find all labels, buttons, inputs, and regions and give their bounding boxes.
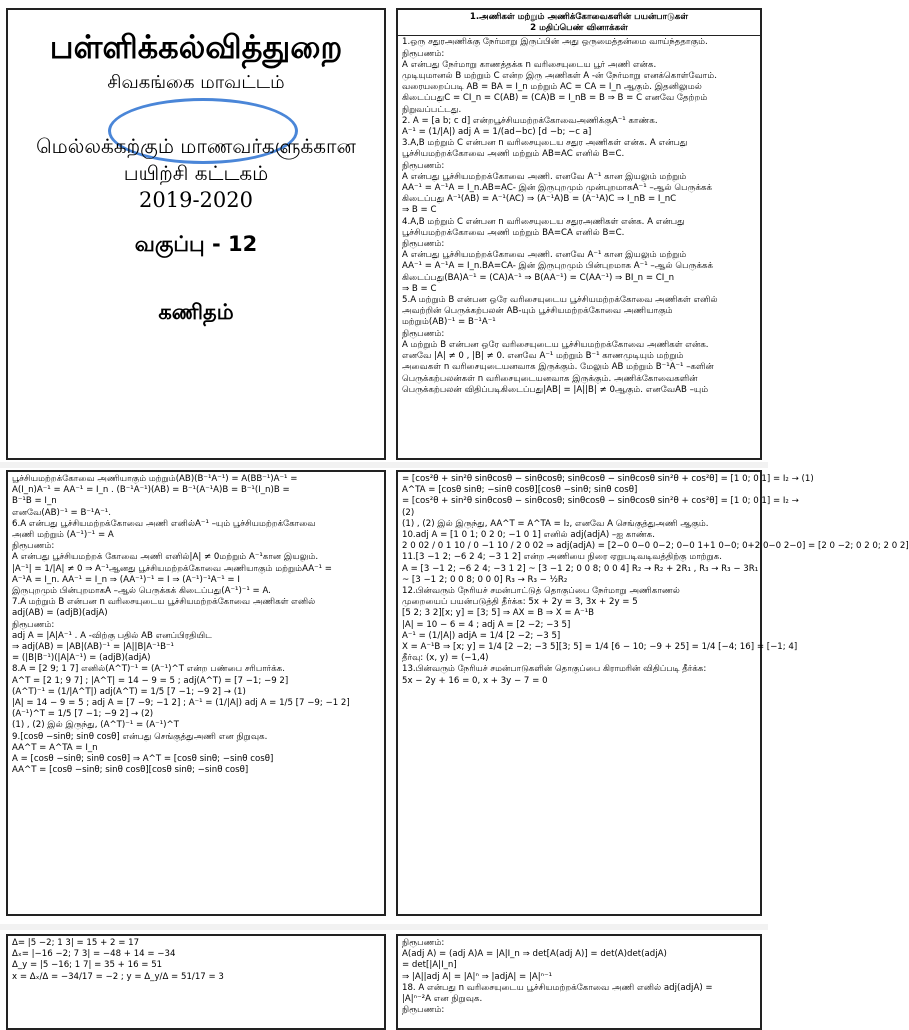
text-line: 5.A மற்றும் B என்பன ஒரே வரிசையுடைய பூச்சியமற்றக்கோவை அணிகள் எனில்: [402, 295, 718, 306]
questions-panel-p2-right: [396, 470, 909, 916]
district-name: சிவகங்கை மாவட்டம்: [107, 72, 285, 93]
text-line: A(I_n)A⁻¹ = AA⁻¹ = I_n . (B⁻¹A⁻¹)(AB) = B⁻¹(A⁻¹A)B = B⁻¹(I_n)B =: [12, 485, 290, 496]
text-line: A⁻¹ = (1/|A|) adj A = 1/(ad−bc) [d −b; −c a]: [402, 127, 592, 138]
text-line: [5 2; 3 2][x; y] = [3; 5] ⇒ AX = B ⇒ X = A⁻¹B: [402, 608, 595, 619]
text-line: A என்பது நேர்மாறு காணத்தக்க n வரிசையுடைய பூர் அணி என்க.: [402, 59, 657, 70]
text-line: 11.[3 −1 2; −6 2 4; −3 1 2] என்ற அணியை நிரை ஏறுபடிவடிவத்திற்கு மாற்றுக.: [402, 552, 723, 563]
text-line: பூச்சியமற்றக்கோவை அணியாகும் மற்றும்(AB)(B⁻¹A⁻¹) = A(BB⁻¹)A⁻¹ =: [12, 474, 298, 484]
divider: [398, 35, 760, 36]
text-line: |A|ⁿ⁻²A என நிறுவுக.: [402, 994, 483, 1005]
text-line: = (|B|B⁻¹)(|A|A⁻¹) = (adjB)(adjA): [12, 653, 151, 664]
text-line: AA⁻¹ = A⁻¹A = I_n.BA=CA- இன் இருபுறமும் பின்புறமாக A⁻¹ –ஆல் பெருக்கக்: [402, 261, 713, 272]
text-line: AA⁻¹ = A⁻¹A = I_n.AB=AC- இன் இருபுறமும் முன்புறமாகA⁻¹ –ஆல் பெருக்கக்: [402, 183, 712, 194]
text-line: நிரூபணம்:: [12, 619, 55, 630]
academic-year: 2019-2020: [139, 188, 253, 212]
text-line: 4.A,B மற்றும் C என்பன n வரிசையுடைய சதுரஅணிகள் என்க. A என்பது: [402, 216, 685, 227]
page-3: [0, 930, 768, 1024]
text-line: நிரூபணம்:: [402, 328, 445, 339]
text-line: AA^T = A^TA = I_n: [12, 742, 98, 753]
text-line: ⇒ adj(AB) = |AB|(AB)⁻¹ = |A||B|A⁻¹B⁻¹: [12, 642, 174, 653]
text-line: ⇒ |A||adj A| = |A|ⁿ ⇒ |adjA| = |A|ⁿ⁻¹: [402, 971, 553, 982]
text-line: 6.A என்பது பூச்சியமற்றக்கோவை அணி எனில்A⁻¹ –யும் பூச்சியமற்றக்கோவை: [12, 518, 316, 529]
text-line: A மற்றும் B என்பன ஒரே வரிசையுடைய பூச்சியமற்றக்கோவை அணிகள் என்க.: [402, 339, 709, 350]
text-line: |A| = 14 − 9 = 5 ; adj A = [7 −9; −1 2] ; A⁻¹ = (1/|A|) adj A = 1/5 [7 −9; −1 2]: [12, 698, 350, 709]
questions-panel-p2-left: [6, 470, 386, 916]
text-line: நிரூபணம்:: [402, 48, 445, 59]
text-line: 8.A = [2 9; 1 7] எனில்(A^T)⁻¹ = (A⁻¹)^T என்ற பண்பை சரிபார்க்க.: [12, 664, 285, 675]
page-1: [0, 0, 768, 462]
text-line: அவற்றின் பெருக்கற்பலன் AB-யும் பூச்சியமற்றக்கோவை அணியாகும்: [402, 306, 673, 317]
text-line: A என்பது பூச்சியமற்றக் கோவை அணி எனில்|A| ≠ 0மற்றும் A⁻¹கான இயலும்.: [12, 552, 319, 563]
text-line: கிடைப்பது A⁻¹(AB) = A⁻¹(AC) ⇒ (A⁻¹A)B = (A⁻¹A)C ⇒ I_nB = I_nC: [402, 194, 677, 205]
text-line: நிரூபணம்:: [402, 1005, 445, 1016]
text-line: முடியுமானல் B மற்றும் C என்ற இரு அணிகள் A -ன் நேர்மாறு எனக்கொள்வோம்.: [402, 71, 717, 82]
cover-panel: [6, 8, 386, 460]
text-line: ⇒ B = C: [402, 283, 437, 294]
text-line: நிறுவப்பட்டது.: [402, 104, 462, 115]
text-line: A⁻¹ = (1/|A|) adjA = 1/4 [2 −2; −3 5]: [402, 630, 561, 641]
section-heading: 1.அணிகள் மற்றும் அணிக்கோவைகளின் பயன்பாடுகள்: [469, 12, 689, 22]
line-list: [12, 474, 380, 776]
subject-name: கணிதம்: [158, 300, 234, 324]
text-line: Δ= |5 −2; 1 3| = 15 + 2 = 17: [12, 938, 140, 948]
text-line: A⁻¹A = I_n. AA⁻¹ = I_n ⇒ (AA⁻¹)⁻¹ = I ⇒ (A⁻¹)⁻¹A⁻¹ = I: [12, 574, 240, 585]
text-line: A^T = [2 1; 9 7] ; |A^T| = 14 − 9 = 5 ; adj(A^T) = [7 −1; −9 2]: [12, 675, 289, 686]
text-line: 2 0 02 / 0 1 10 / 0 −1 10 / 2 0 02 ⇒ adj(adjA) = [2−0 0−0 0−2; 0−0 1+1 0−0; 0+2 0−0 2−0] = [2 0 −2; 0 2 0; 2 0 2]: [402, 541, 909, 552]
text-line: A = [3 −1 2; −6 2 4; −3 1 2] ~ [3 −1 2; 0 0 8; 0 0 4] R₂ → R₂ + 2R₁ , R₃ → R₃ − 3R₁: [402, 563, 759, 574]
text-line: A^TA = [cosθ sinθ; −sinθ cosθ][cosθ −sinθ; sinθ cosθ]: [402, 485, 638, 496]
text-line: நிரூபணம்:: [402, 938, 445, 948]
text-line: பெருக்கற்பலன்கள் n வரிசையுடையனவாக இருக்கும். அணிக்கோவைகளின்: [402, 373, 698, 384]
line-list: [402, 37, 756, 396]
text-line: A = [cosθ −sinθ; sinθ cosθ] ⇒ A^T = [cosθ sinθ; −sinθ cosθ]: [12, 754, 274, 765]
line-list: [402, 474, 909, 687]
page-2: [0, 468, 909, 920]
text-line: B⁻¹B = I_n: [12, 496, 57, 507]
booklet-title-line2: பயிற்சி கட்டகம்: [123, 161, 269, 185]
section-subheading: 2 மதிப்பெண் வினாக்கள்: [530, 23, 628, 34]
booklet-title-line1: மெல்லக்கற்கும் மாணவர்களுக்கான: [36, 134, 356, 158]
text-line: நிரூபணம்:: [402, 239, 445, 250]
text-line: (2): [402, 507, 415, 518]
text-line: 5x − 2y + 16 = 0, x + 3y − 7 = 0: [402, 675, 548, 686]
text-line: |A⁻¹| = 1/|A| ≠ 0 ⇒ A⁻¹ஆனது பூச்சியமற்றக்கோவை அணியாகும் மற்றும்AA⁻¹ =: [12, 563, 332, 574]
text-line: Δ_y = |5 −16; 1 7| = 35 + 16 = 51: [12, 960, 163, 971]
text-line: முறையைப் பயன்படுத்தி தீர்க்க: 5x + 2y = 3, 3x + 2y = 5: [402, 597, 638, 608]
department-title: பள்ளிக்கல்வித்துறை: [49, 28, 343, 66]
text-line: AA^T = [cosθ −sinθ; sinθ cosθ][cosθ sinθ; −sinθ cosθ]: [12, 765, 249, 776]
text-line: 9.[cosθ −sinθ; sinθ cosθ] என்பது செங்குத்துஅணி என நிறுவுக.: [12, 731, 268, 742]
text-line: |A| = 10 − 6 = 4 ; adj A = [2 −2; −3 5]: [402, 619, 571, 630]
text-line: = det[|A|I_n]: [402, 960, 457, 971]
text-line: A(adj A) = (adj A)A = |A|I_n ⇒ det[A(adj A)] = det(A)det(adjA): [402, 949, 667, 960]
text-line: பெருக்கற்பலன் விதிப்படிகிடைப்பது|AB| = |A||B| ≠ 0ஆகும். எனவேAB –யும்: [402, 384, 709, 395]
text-line: ⇒ B = C: [402, 205, 437, 216]
text-line: ~ [3 −1 2; 0 0 8; 0 0 0] R₃ → R₃ − ½R₂: [402, 574, 568, 585]
line-list: [12, 938, 380, 983]
text-line: (1) , (2) இல் இருந்து, AA^T = A^TA = I₂, எனவே A செங்குத்துஅணி ஆகும்.: [402, 518, 709, 529]
text-line: வரையறைப்படி AB = BA = I_n மற்றும் AC = CA = I_n ஆகும். இதனிலுமல்: [402, 82, 702, 93]
text-line: மற்றும்(AB)⁻¹ = B⁻¹A⁻¹: [402, 317, 496, 328]
text-line: எனவே(AB)⁻¹ = B⁻¹A⁻¹.: [12, 507, 111, 518]
questions-panel-p1: [396, 8, 762, 460]
text-line: 13.பின்வரும் நேரியச் சமன்பாடுகளின் தொகுப்பை கிராமரின் விதிப்படி தீர்க்க:: [402, 664, 707, 675]
text-line: (A^T)⁻¹ = (1/|A^T|) adj(A^T) = 1/5 [7 −1; −9 2] → (1): [12, 686, 246, 697]
text-line: நிரூபணம்:: [402, 160, 445, 171]
text-line: எனவே |A| ≠ 0 , |B| ≠ 0. எனவே A⁻¹ மற்றும் B⁻¹ காணமுடியும் மற்றும்: [402, 351, 684, 362]
text-line: 12.பின்வரும் நேரியச் சமன்பாட்டுத் தொகுப்பை நேர்மாறு அணிகாணல்: [402, 586, 680, 597]
text-line: Δₓ= |−16 −2; 7 3| = −48 + 14 = −34: [12, 949, 176, 960]
text-line: கிடைப்பதுC = CI_n = C(AB) = (CA)B = I_nB = B ⇒ B = C எனவே தேற்றம்: [402, 93, 708, 104]
text-line: 1.ஒரு சதுரஅணிக்கு நேர்மாறு இருப்பின் அது ஒருமைத்தன்மை வாய்ந்ததாகும்.: [402, 37, 708, 48]
text-line: = [cos²θ + sin²θ sinθcosθ − sinθcosθ; sinθcosθ − sinθcosθ sin²θ + cos²θ] = [1 0; 0 1] = I₂ → (1): [402, 474, 814, 484]
text-line: அணி மற்றும் (A⁻¹)⁻¹ = A: [12, 530, 114, 541]
text-line: 18. A என்பது n வரிசையுடைய பூச்சியமற்றக்கோவை அணி எனில் adj(adjA) =: [402, 982, 713, 993]
line-list: [402, 938, 756, 1016]
text-line: கிடைப்பது(BA)A⁻¹ = (CA)A⁻¹ ⇒ B(AA⁻¹) = C(AA⁻¹) ⇒ BI_n = CI_n: [402, 272, 675, 283]
text-line: A என்பது பூச்சியமற்றக்கோவை அணி. எனவே A⁻¹ கான இயலும் மற்றும்: [402, 250, 687, 261]
text-line: நிரூபணம்:: [12, 541, 55, 552]
text-line: பூச்சியமற்றக்கோவை அணி மற்றும் BA=CA எனில் B=C.: [402, 227, 625, 238]
text-line: adj(AB) = (adjB)(adjA): [12, 608, 108, 619]
text-line: இருபுறமும் பின்புறமாகA –ஆல் பெருக்கக் கிடைப்பது(A⁻¹)⁻¹ = A.: [12, 586, 271, 597]
text-line: தீர்வு: (x, y) = (−1,4): [402, 653, 489, 664]
text-line: x = Δₓ/Δ = −34/17 = −2 ; y = Δ_y/Δ = 51/17 = 3: [12, 971, 224, 982]
text-line: 7.A மற்றும் B என்பன n வரிசையுடைய பூச்சியமற்றக்கோவை அணிகள் எனில்: [12, 597, 316, 608]
class-label: வகுப்பு - 12: [134, 232, 258, 256]
text-line: பூச்சியமற்றக்கோவை அணி மற்றும் AB=AC எனில் B=C.: [402, 149, 625, 160]
text-line: (A⁻¹)^T = 1/5 [7 −1; −9 2] → (2): [12, 709, 154, 720]
text-line: 10.adj A = [1 0 1; 0 2 0; −1 0 1] எனில் adj(adjA) –ஐ காண்க.: [402, 530, 656, 541]
text-line: = [cos²θ + sin²θ sinθcosθ − sinθcosθ; sinθcosθ − sinθcosθ sin²θ + cos²θ] = [1 0; 0 1] = I₂ →: [402, 496, 799, 507]
questions-panel-p3-right: [396, 934, 762, 1030]
text-line: A என்பது பூச்சியமற்றக்கோவை அணி. எனவே A⁻¹ கான இயலும் மற்றும்: [402, 171, 687, 182]
text-line: (1) , (2) இல் இருந்து, (A^T)⁻¹ = (A⁻¹)^T: [12, 720, 179, 731]
text-line: X = A⁻¹B ⇒ [x; y] = 1/4 [2 −2; −3 5][3; 5] = 1/4 [6 − 10; −9 + 25] = 1/4 [−4; 16] = [−1; 4]: [402, 642, 798, 653]
text-line: அவைகள் n வரிசையுடையனவாக இருக்கும். மேலும் AB மற்றும் B⁻¹A⁻¹ –களின்: [402, 362, 714, 373]
text-line: 2. A = [a b; c d] என்றபூச்சியமற்றக்கோவைஅணிக்குA⁻¹ காண்க.: [402, 115, 658, 126]
text-line: adj A = |A|A⁻¹ . A -விற்கு பதில் AB எனப்பிரதியிட: [12, 630, 212, 641]
questions-panel-p3-left: [6, 934, 386, 1030]
text-line: 3.A,B மற்றும் C என்பன n வரிசையுடைய சதுர அணிகள் என்க. A என்பது: [402, 138, 688, 149]
